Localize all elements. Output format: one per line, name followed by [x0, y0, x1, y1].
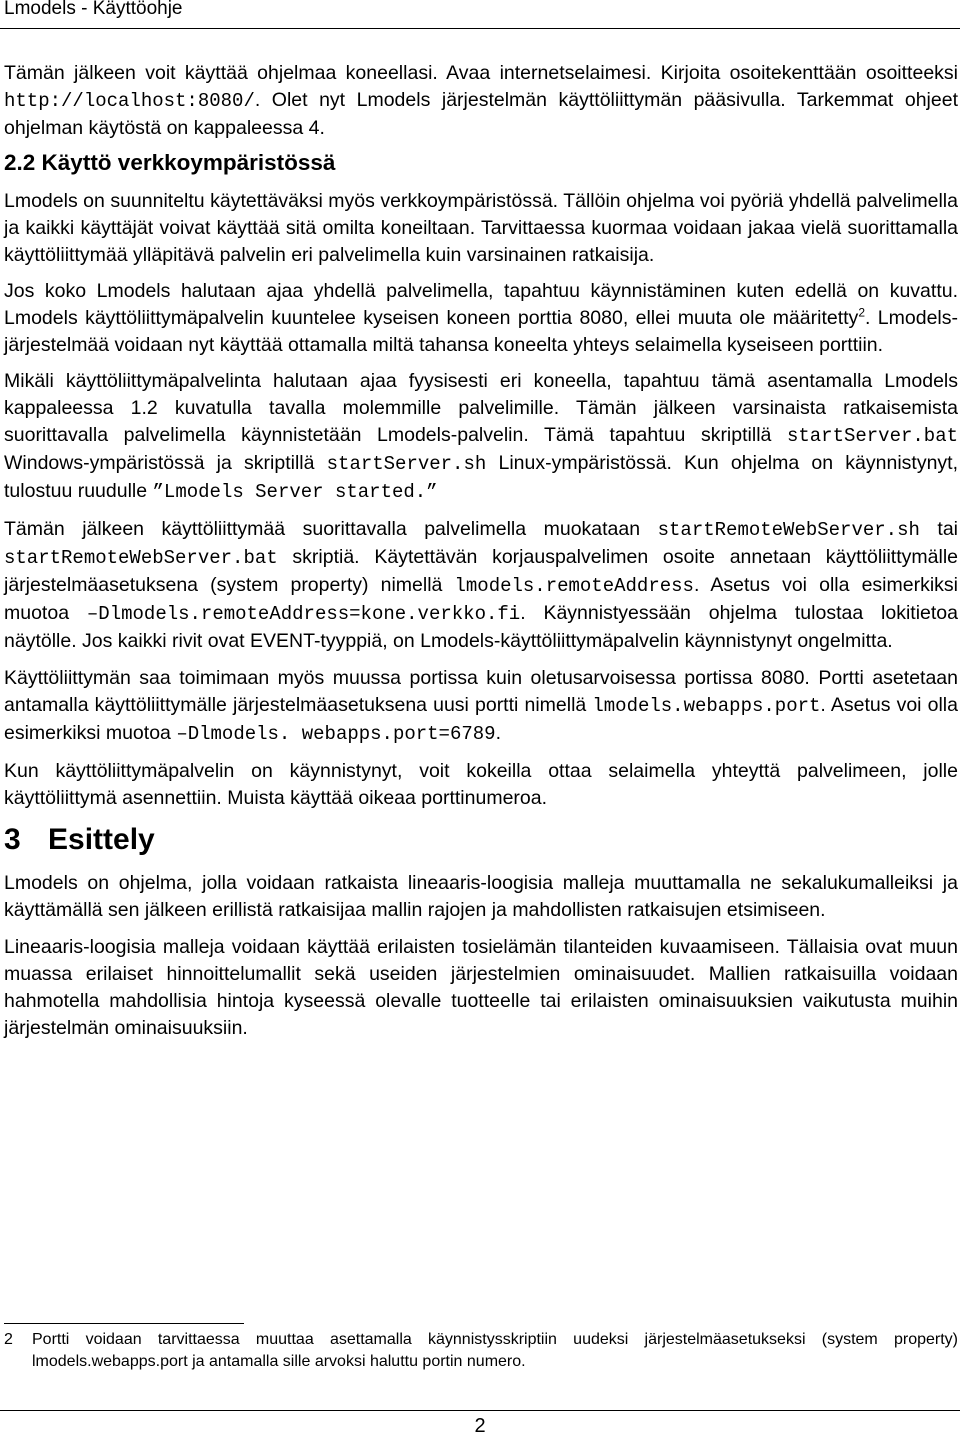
text-run: Käyttöliittymän saa toimimaan myös muussa portissa kuin oletusarvoisessa portissa 8080. Portti asetetaan antamalla käyttöliittymälle järjestelmäasetuksena uusi portti nimellä [4, 667, 958, 716]
paragraph-single-server [4, 278, 958, 359]
paragraph-startup-browser [4, 60, 958, 142]
paragraph-remote-web-server [4, 516, 958, 655]
paragraph-test-connection: Kun käyttöliittymäpalvelin on käynnistynyt, voit kokeilla ottaa selaimella yhteyttä palvelimeen, jolle käyttöliittymä asennettiin. Muista käyttää oikeaa porttinumeroa. [4, 760, 958, 809]
footnote-number: 2 [4, 1331, 13, 1348]
text-run: . Käynnistyessään ohjelma tulostaa lokitietoa näytölle. Jos kaikki rivit ovat EVENT-tyyppiä, on Lmodels-käyttöliittymäpalvelin käynnistynyt ongelmitta. [4, 602, 958, 652]
text-run: . [495, 722, 501, 744]
paragraph-network-intro: Lmodels on suunniteltu käytettäväksi myös verkkoympäristössä. Tällöin ohjelma voi pyöriä yhdellä palvelimella ja kaikki käyttäjät voivat käyttää sitä omilta koneiltaan. Tarvittaessa kuormaa voidaan jakaa vielä suorittamalla käyttöliittymää ylläpitävä palvelin eri palvelimella kuin varsinainen ratkaisija. [4, 190, 958, 266]
start-server-bat-code: startServer.bat [786, 425, 958, 447]
paragraph-separate-server [4, 368, 958, 506]
paragraph-introduction: Lmodels on ohjelma, jolla voidaan ratkaista lineaaris-loogisia malleja muuttamalla ne sekalukumalleiksi ja käyttämällä sen jälkeen erillistä ratkaisijaa mallin rajojen ja mahdollisten ratkaisujen etsimiseen. [4, 872, 958, 921]
header-divider [0, 28, 960, 29]
remote-address-property-code: lmodels.remoteAddress [454, 575, 694, 597]
paragraph-models-usage: Lineaaris-loogisia malleja voidaan käyttää erilaisten tosielämän tilanteiden kuvaamiseen. Tällaisia ovat muun muassa erilaiset hinnoittelumallit sekä useiden järjestelmien ominaisuudet. Mallien ratkaisuilla voidaan hahmotella mahdollisia hintoja kyseessä olevalle tuotteelle tai erilaisten ominaisuuksien vaikutusta muihin järjestelmän ominaisuuksiin. [4, 936, 958, 1039]
remote-web-server-sh-code: startRemoteWebServer.sh [657, 519, 920, 541]
section-heading-2-2 [4, 148, 958, 178]
chapter-title: Esittely [48, 823, 155, 856]
port-example-code: –Dlmodels. webapps.port=6789 [176, 723, 496, 745]
text-run: . Olet nyt Lmodels järjestelmän käyttöliittymän pääsivulla. Tarkemmat ohjeet ohjelman käytöstä on kappaleessa 4. [4, 89, 958, 139]
document-body [4, 60, 958, 1042]
footnote-divider [4, 1323, 244, 1324]
text-run: . Asetus voi olla esimerkiksi muotoa [4, 574, 958, 624]
text-run: Windows-ympäristössä ja skriptillä [4, 452, 327, 474]
text-run: Tämän jälkeen voit käyttää ohjelmaa koneellasi. Avaa internetselaimesi. Kirjoita osoitekenttään osoitteeksi [4, 62, 958, 84]
page-number: 2 [474, 1415, 486, 1437]
text-run: . Lmodels-järjestelmää voidaan nyt käyttää ottamalla miltä tahansa koneelta yhteys selaimella kyseiseen porttiin. [4, 307, 959, 356]
text-run: Mikäli käyttöliittymäpalvelinta halutaan ajaa fyysisesti eri koneella, tapahtuu tämä asentamalla Lmodels kappaleessa 1.2 kuvatulla tavalla molemmille palvelimille. Tämän jälkeen varsinaista ratkaisemista suorittavalla palvelimella käynnistetään Lmodels-palvelin. Tämä tapahtuu skriptillä [4, 370, 958, 446]
localhost-url-code: http://localhost:8080/ [4, 90, 255, 112]
footer-divider [0, 1410, 960, 1411]
text-run: Linux-ympäristössä. Kun ohjelma on käynnistynyt, tulostuu ruudulle [4, 452, 959, 502]
text-run: skriptiä. Käytettävän korjauspalvelimen osoite annetaan käyttöliittymälle järjestelmäasetuksena (system property) nimellä [4, 546, 958, 596]
footnote-text: Portti voidaan tarvittaessa muuttaa asettamalla käynnistysskriptiin uudeksi järjestelmäasetukseksi (system property) lmodels.webapps.port ja antamalla sille arvoksi haluttu portin numero. [32, 1331, 958, 1370]
footnote-reference: 2 [858, 305, 865, 320]
text-run: tai [919, 518, 958, 540]
document-title: Lmodels - Käyttöohje [4, 0, 183, 19]
chapter-heading-3 [4, 820, 958, 860]
server-started-message-code: ”Lmodels Server started.” [152, 481, 438, 503]
text-run: . Asetus voi olla esimerkiksi muotoa [4, 694, 958, 744]
footnote [4, 1329, 958, 1373]
start-server-sh-code: startServer.sh [326, 453, 487, 475]
section-number: 2.2 [4, 150, 36, 175]
text-run: Jos koko Lmodels halutaan ajaa yhdellä palvelimella, tapahtuu käynnistäminen kuten edellä on kuvattu. Lmodels käyttöliittymäpalvelin kuuntelee kyseisen koneen porttia 8080, ellei muuta ole määritetty [4, 280, 958, 329]
chapter-number: 3 [4, 823, 21, 856]
remote-web-server-bat-code: startRemoteWebServer.bat [4, 547, 278, 569]
text-run: Tämän jälkeen käyttöliittymää suorittavalla palvelimella muokataan [4, 518, 658, 540]
port-property-code: lmodels.webapps.port [592, 695, 821, 717]
remote-address-example-code: –Dlmodels.remoteAddress=kone.verkko.fi [86, 603, 521, 625]
paragraph-port-setting [4, 665, 958, 748]
section-title: Käyttö verkkoympäristössä [41, 150, 336, 175]
